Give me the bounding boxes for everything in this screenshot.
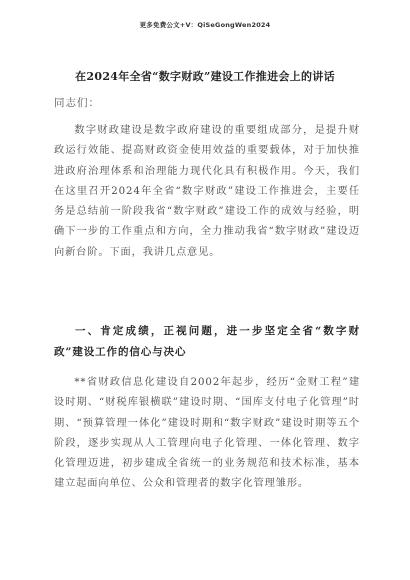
salutation: 同志们： bbox=[54, 97, 100, 109]
document-title: 在2024年全省“数字财政”建设工作推进会上的讲话 bbox=[75, 70, 335, 83]
section-body-paragraph: **省财政信息化建设自2002年起步，经历“金财工程”建设时期、“财税库银横联”建设时期、“国库支付电子化管理”时期、“预算管理一体化”建设时期和“数字财政”建设时期等五个阶段，逐步实现从人工管理向电子化管理、一体化管理、数字化管理迈进，初步建成全省统一的业务规范和技术标准，基本建立起面向单位、公众和管理者的数字化管理雏形。 bbox=[54, 377, 360, 490]
intro-paragraph: 数字财政建设是数字政府建设的重要组成部分，是提升财政运行效能、提高财政资金使用效益的重要载体，对于加快推进政府治理体系和治理能力现代化具有积极作用。今天，我们在这里召开2024年全省“数字财政”建设工作推进会，主要任务是总结前一阶段我省“数字财政”建设工作的成效与经验，明确下一步的工作重点和方向，全力推动我省“数字财政”建设迈向新台阶。下面，我讲几点意见。 bbox=[54, 125, 360, 258]
header-note: 更多免费公文+V：QiSeGongWen2024 bbox=[139, 21, 271, 29]
section-heading: 一、肯定成绩，正视问题，进一步坚定全省“数字财政”建设工作的信心与决心 bbox=[54, 325, 360, 358]
